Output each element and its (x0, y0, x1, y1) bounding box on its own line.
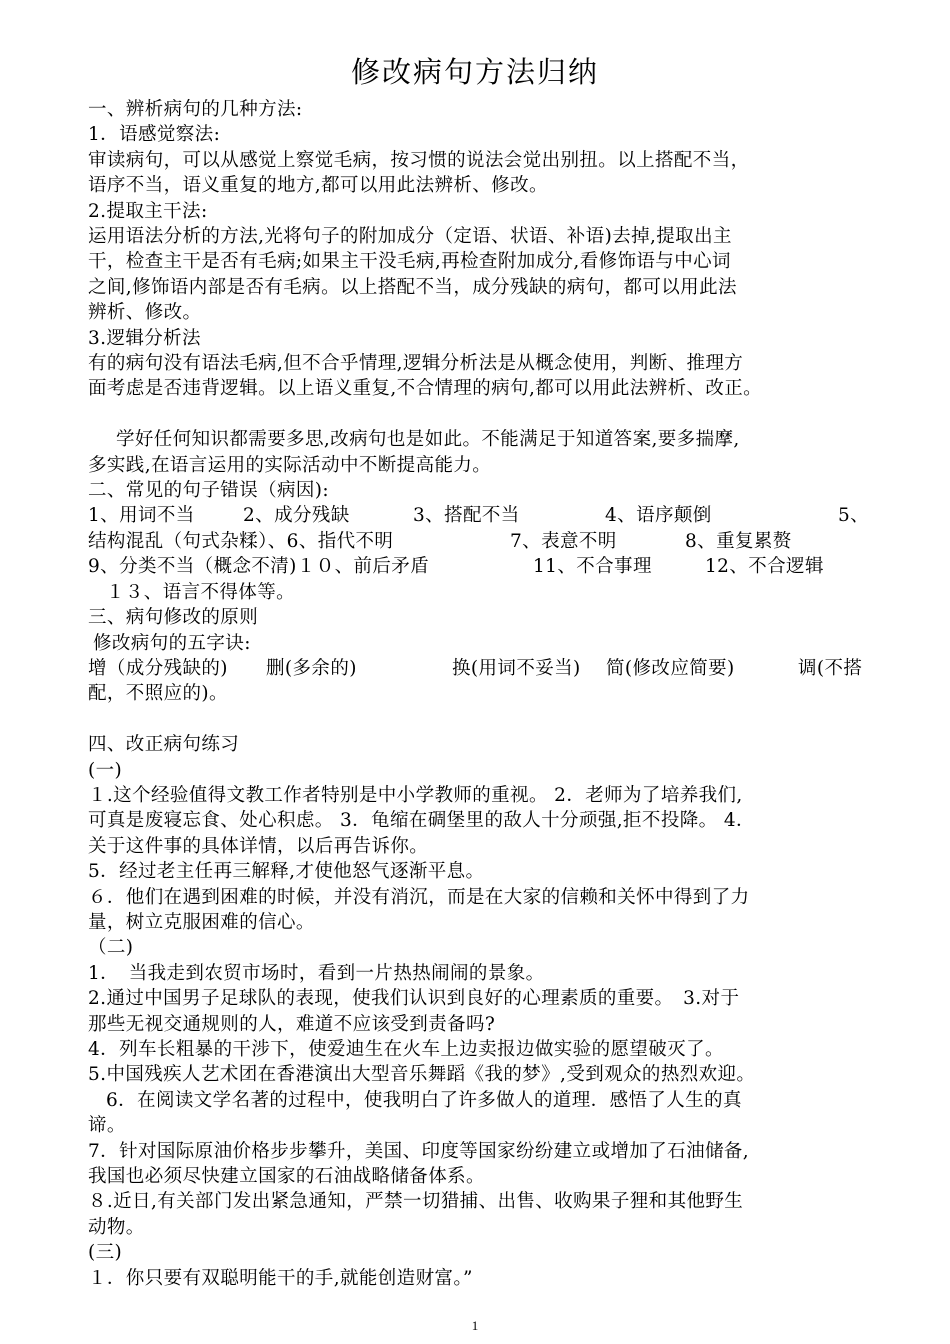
exercise-line: 动物。 (88, 1216, 145, 1238)
principle-item: 换(用词不妥当) (452, 657, 581, 679)
exercise-line: 4．列车长粗暴的干涉下，使爱迪生在火车上边卖报边做实验的愿望破灭了。 (88, 1039, 724, 1060)
exercise-line: 6．在阅读文学名著的过程中，使我明白了许多做人的道理．感悟了人生的真 (106, 1089, 742, 1111)
exercise-line: 那些无视交通规则的人，难道不应该受到责备吗? (88, 1013, 496, 1035)
blank-line (88, 707, 888, 732)
method-title: 1．语感觉察法: (88, 124, 221, 146)
error-type-item: 8、重复累赘 (685, 530, 792, 552)
exercise-group-label: (三) (88, 1242, 123, 1264)
error-type-item: 11、不合事理 (533, 556, 652, 578)
error-type-item: 1、用词不当 (88, 505, 195, 527)
exercise-line: 可真是废寝忘食、处心积虑。 3．龟缩在碉堡里的敌人十分顽强,拒不投降。 4． (88, 810, 755, 832)
error-type-item: 5、 (838, 505, 870, 527)
blank-line (88, 402, 888, 427)
exercise-line: １.这个经验值得文教工作者特别是中小学教师的重视。 2．老师为了培养我们, (88, 784, 743, 806)
exercise-line: 5．经过老主任再三解释,才使他怒气逐渐平息。 (88, 861, 485, 883)
exercise-group-label: (一) (88, 759, 123, 781)
principle-item: 简(修改应简要) (606, 657, 735, 679)
method-title: 2.提取主干法: (88, 200, 208, 222)
exercise-line: 5.中国残疾人艺术团在香港演出大型音乐舞蹈《我的梦》,受到观众的热烈欢迎。 (88, 1064, 756, 1086)
exercise-line: ８.近日,有关部门发出紧急通知，严禁一切猎捕、出售、收购果子狸和其他野生 (88, 1191, 744, 1213)
subheading: 修改病句的五字诀: (93, 632, 251, 654)
error-type-item: 7、表意不明 (510, 530, 617, 552)
paragraph-line: 多实践,在语言运用的实际活动中不断提高能力。 (88, 454, 492, 476)
error-type-item: 3、搭配不当 (413, 505, 520, 527)
error-type-item: 4、语序颠倒 (605, 505, 712, 527)
section-heading: 二、常见的句子错误（病因): (88, 480, 330, 502)
principle-row (88, 656, 888, 681)
paragraph-line: 审读病句，可以从感觉上察觉毛病，按习惯的说法会觉出别扭。以上搭配不当， (88, 149, 750, 171)
section-heading: 三、病句修改的原则 (88, 607, 259, 629)
error-type-item: 2、成分残缺 (243, 505, 350, 527)
exercise-line: ６．他们在遇到困难的时候，并没有消沉，而是在大家的信赖和关怀中得到了力 (88, 886, 750, 908)
page-number: 1 (471, 1318, 479, 1333)
error-type-row (88, 529, 888, 554)
section-heading: 四、改正病句练习 (88, 734, 240, 756)
section-heading: 一、辨析病句的几种方法: (88, 99, 303, 120)
exercise-group-label: （二) (88, 937, 134, 959)
principle-item: 调(不搭 (798, 657, 863, 679)
error-type-item: 12、不合逻辑 (705, 556, 824, 578)
paragraph-line: 运用语法分析的方法,光将句子的附加成分（定语、状语、补语)去掉,提取出主 (88, 226, 732, 248)
exercise-line: 量，树立克服困难的信心。 (88, 911, 315, 933)
paragraph-line: 语序不当，语义重复的地方,都可以用此法辨析、修改。 (88, 175, 548, 197)
paragraph-line: 之间,修饰语内部是否有毛病。以上搭配不当，成分残缺的病句，都可以用此法 (88, 276, 737, 298)
error-type-item: 结构混乱（句式杂糅）、6、指代不明 (88, 530, 394, 552)
exercise-line: 关于这件事的具体详情，以后再告诉你。 (88, 835, 429, 857)
document-body (88, 97, 888, 1291)
error-type-row (88, 503, 888, 528)
paragraph-line: 学好任何知识都需要多思,改病句也是如此。不能满足于知道答案,要多揣摩, (116, 429, 740, 451)
error-type-item: 9、分类不当（概念不清)１０、前后矛盾 (88, 556, 430, 578)
exercise-line: １．你只要有双聪明能干的手,就能创造财富。” (88, 1267, 473, 1289)
error-type-row: １３、语言不得体等。 (106, 581, 296, 603)
paragraph-line: 配，不照应的)。 (88, 683, 228, 705)
paragraph-line: 干，检查主干是否有毛病;如果主干没毛病,再检查附加成分,看修饰语与中心词 (88, 251, 731, 273)
exercise-line: 我国也必须尽快建立国家的石油战略储备体系。 (88, 1166, 485, 1188)
paragraph-line: 面考虑是否违背逻辑。以上语义重复,不合情理的病句,都可以用此法辨析、改正。 (88, 378, 763, 400)
principle-item: 删(多余的) (266, 657, 357, 679)
exercise-line: 谛。 (88, 1115, 126, 1137)
method-title: 3.逻辑分析法 (88, 327, 201, 349)
exercise-line: 2.通过中国男子足球队的表现，使我们认识到良好的心理素质的重要。 3.对于 (88, 988, 740, 1010)
paragraph-line: 辨析、修改。 (88, 302, 202, 324)
exercise-line: 1． 当我走到农贸市场时，看到一片热热闹闹的景象。 (88, 962, 545, 984)
exercise-line: 7．针对国际原油价格步步攀升，美国、印度等国家纷纷建立或增加了石油储备, (88, 1140, 750, 1162)
paragraph-line: 有的病句没有语法毛病,但不合乎情理,逻辑分析法是从概念使用，判断、推理方 (88, 353, 744, 375)
principle-item: 增（成分残缺的) (88, 657, 228, 679)
error-type-row (88, 554, 888, 579)
page-title: 修改病句方法归纳 (350, 55, 599, 89)
